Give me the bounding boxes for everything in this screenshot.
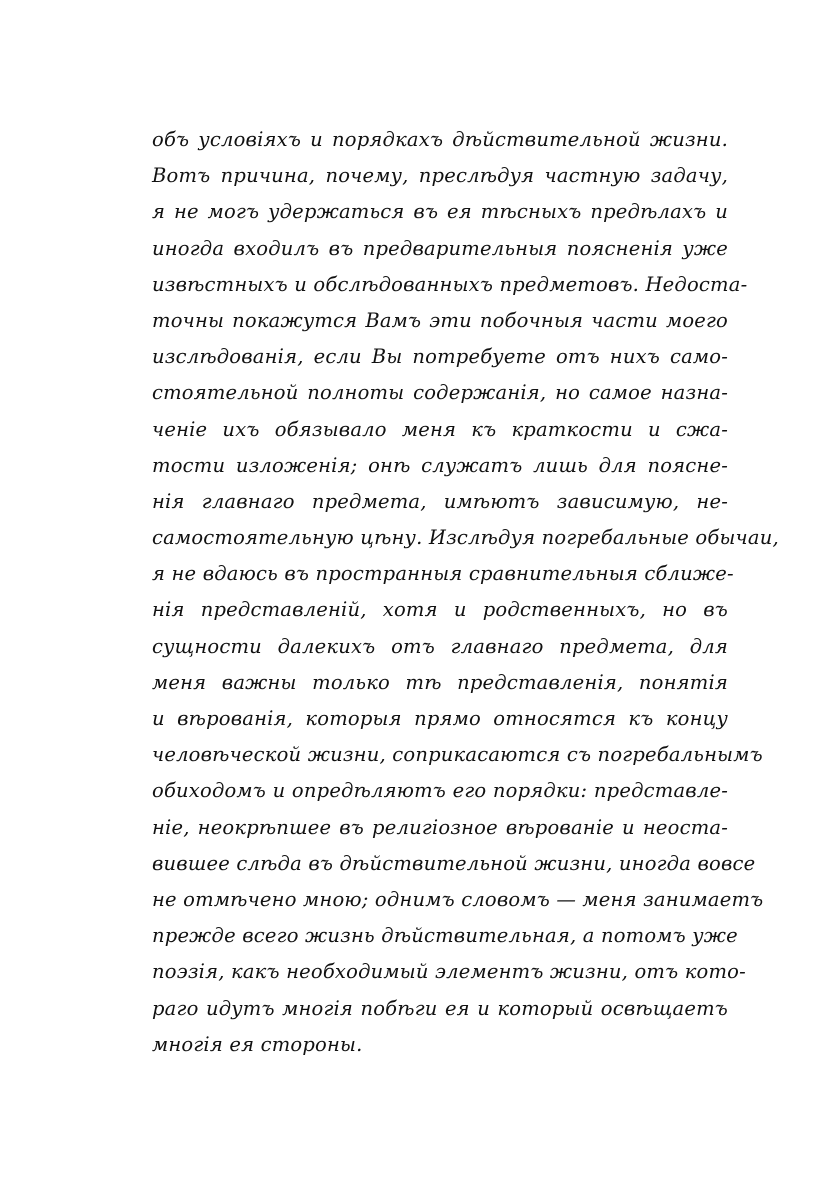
- text-line: обиходомъ и опредѣляютъ его порядки: представле-: [152, 779, 728, 803]
- text-line: точны покажутся Вамъ эти побочныя части моего: [152, 308, 728, 332]
- text-line: извѣстныхъ и обслѣдованныхъ предметовъ. Недоста-: [152, 272, 748, 296]
- text-line: меня важны только тѣ представленія, понятія: [152, 670, 728, 694]
- text-line: вившее слѣда въ дѣйствительной жизни, иногда вовсе: [152, 851, 756, 875]
- text-line: раго идутъ многія побѣги ея и который освѣщаетъ: [152, 996, 728, 1020]
- text-line: и вѣрованія, которыя прямо относятся къ концу: [152, 707, 728, 730]
- text-line: сущности далекихъ отъ главнаго предмета, для: [152, 634, 728, 658]
- text-line: человѣческой жизни, соприкасаются съ погребальнымъ: [152, 743, 763, 767]
- text-line: Вотъ причина, почему, преслѣдуя частную задачу,: [152, 164, 728, 188]
- text-line: ченіе ихъ обязывало меня къ краткости и сжа-: [152, 417, 728, 441]
- text-line: не отмѣчено мною; однимъ словомъ — меня занимаетъ: [152, 887, 764, 911]
- text-line: нія представленій, хотя и родственныхъ, но въ: [152, 598, 728, 622]
- text-line: самостоятельную цѣну. Изслѣдуя погребальные обычаи,: [152, 526, 779, 550]
- text-line: прежде всего жизнь дѣйствительная, а потомъ уже: [152, 924, 738, 948]
- text-line: нія главнаго предмета, имѣютъ зависимую, не-: [152, 489, 728, 513]
- handwritten-text-block: [152, 122, 779, 1063]
- text-line: поэзія, какъ необходимый элементъ жизни, отъ кото-: [152, 960, 746, 984]
- text-line: тости изложенія; онѣ служатъ лишь для поясне-: [152, 453, 728, 477]
- text-line: я не могъ удержаться въ ея тѣсныхъ предѣлахъ и: [152, 200, 728, 224]
- text-line: я не вдаюсь въ пространныя сравнительныя сближе-: [152, 562, 734, 586]
- text-line: ніе, неокрѣпшее въ религіозное вѣрованіе и неоста-: [152, 815, 728, 839]
- text-line: стоятельной полноты содержанія, но самое назна-: [152, 381, 728, 405]
- text-line: иногда входилъ въ предварительныя поясненія уже: [152, 236, 728, 260]
- text-line: изслѣдованія, если Вы потребуете отъ нихъ само-: [152, 345, 728, 369]
- text-line: многія ея стороны.: [152, 1032, 363, 1056]
- text-line: объ условіяхъ и порядкахъ дѣйствительной жизни.: [152, 128, 728, 151]
